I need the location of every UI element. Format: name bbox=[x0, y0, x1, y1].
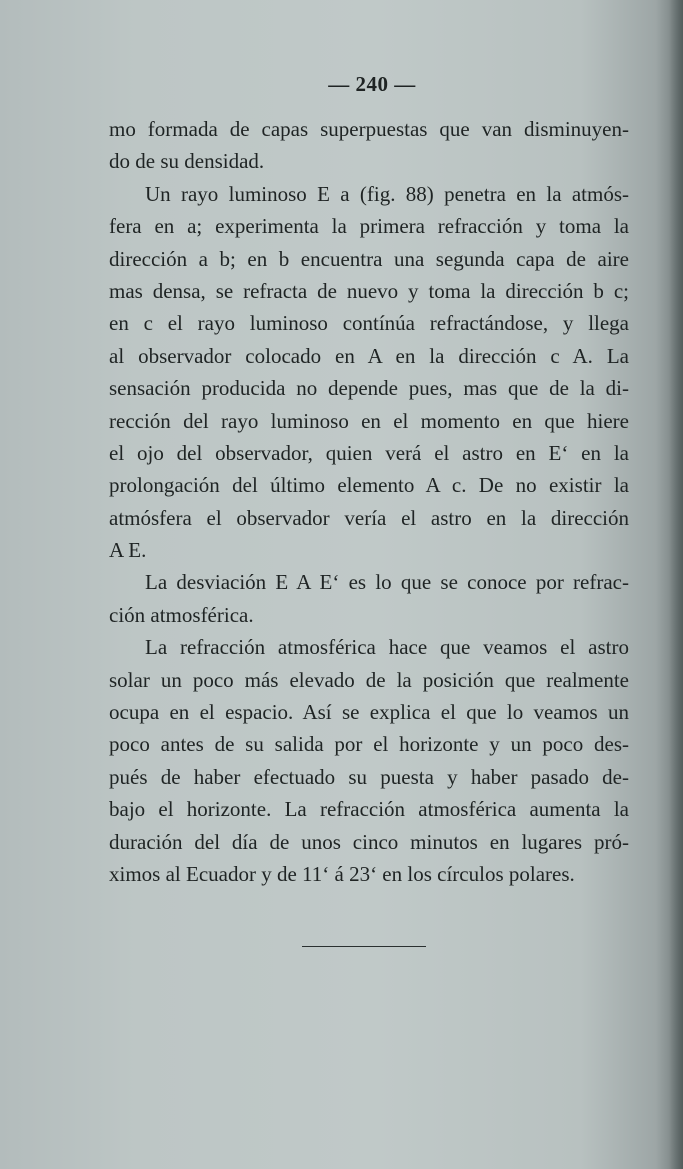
text-line: rección del rayo luminoso en el momento en que hiere bbox=[109, 408, 629, 433]
text-line: prolongación del último elemento A c. De no existir la bbox=[109, 473, 629, 498]
page-number: — 240 — bbox=[328, 72, 416, 96]
text-line: A E. bbox=[109, 538, 147, 563]
text-line: al observador colocado en A en la dirección c A. La bbox=[109, 343, 629, 368]
text-line: sensación producida no depende pues, mas que de la di- bbox=[109, 376, 629, 401]
text-line: Un rayo luminoso E a (fig. 88) penetra en la atmós- bbox=[145, 181, 629, 206]
text-line: La refracción atmosférica hace que veamos el astro bbox=[145, 635, 629, 660]
text-line: solar un poco más elevado de la posición que realmente bbox=[109, 667, 629, 692]
text-line: fera en a; experimenta la primera refracción y toma la bbox=[109, 214, 629, 239]
text-line: poco antes de su salida por el horizonte y un poco des- bbox=[109, 732, 629, 757]
text-line: La desviación E A E‘ es lo que se conoce por refrac- bbox=[145, 570, 629, 595]
text-line: mas densa, se refracta de nuevo y toma la dirección b c; bbox=[109, 278, 629, 303]
text-line: duración del día de unos cinco minutos en lugares pró- bbox=[109, 829, 629, 854]
text-line: bajo el horizonte. La refracción atmosférica aumenta la bbox=[109, 797, 629, 822]
text-line: ximos al Ecuador y de 11‘ á 23‘ en los círculos polares. bbox=[109, 861, 575, 886]
text-line: ción atmosférica. bbox=[109, 602, 254, 627]
text-line: el ojo del observador, quien verá el astro en E‘ en la bbox=[109, 440, 629, 465]
page-edge-shadow bbox=[669, 0, 683, 1169]
text-line: en c el rayo luminoso contínúa refractándose, y llega bbox=[109, 311, 629, 336]
text-line: do de su densidad. bbox=[109, 149, 265, 174]
section-rule bbox=[302, 946, 426, 947]
text-line: ocupa en el espacio. Así se explica el que lo veamos un bbox=[109, 700, 629, 725]
text-line: mo formada de capas superpuestas que van disminuyen- bbox=[109, 117, 629, 141]
text-line: atmósfera el observador vería el astro en la dirección bbox=[109, 505, 629, 530]
body-text bbox=[109, 113, 629, 890]
text-line: pués de haber efectuado su puesta y haber pasado de- bbox=[109, 764, 629, 789]
text-line: dirección a b; en b encuentra una segunda capa de aire bbox=[109, 246, 629, 271]
